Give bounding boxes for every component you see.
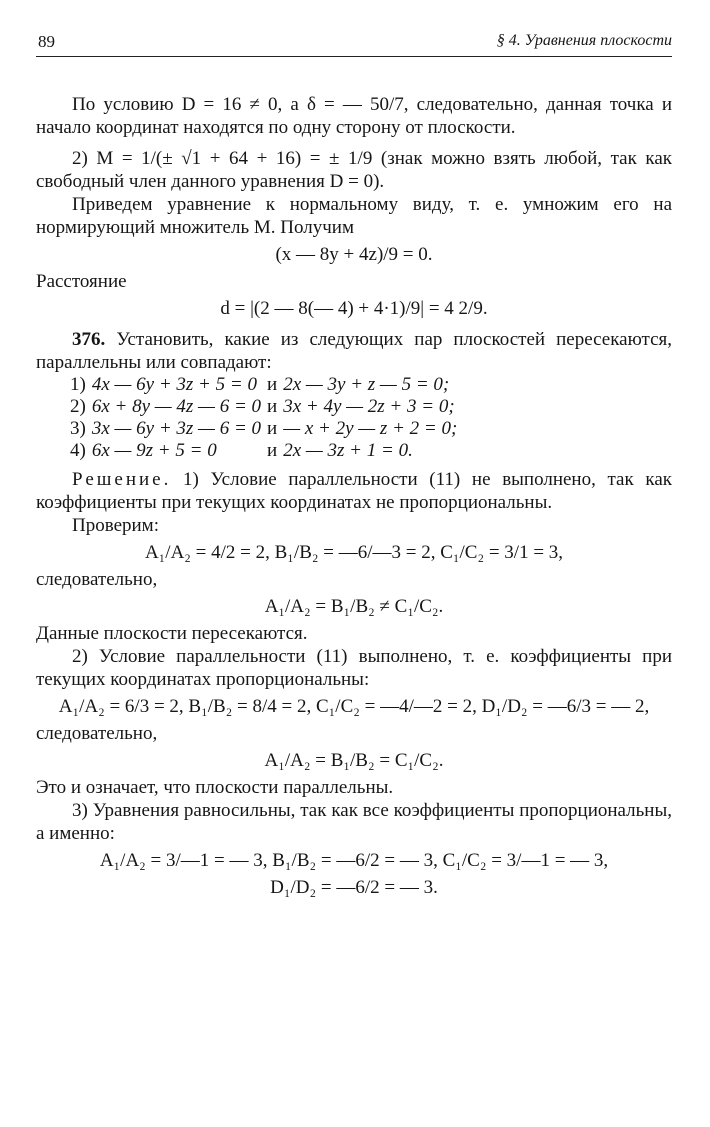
book-page: [36, 30, 672, 903]
therefore-1-label: следовательно,: [36, 569, 158, 590]
pair-number: 3): [70, 418, 86, 439]
solution-1: [36, 468, 672, 514]
plane-pair-row: [70, 396, 463, 418]
pair-number: 2): [70, 396, 86, 417]
distance-equation: d = |(2 — 8(— 4) + 4·1)/9| = 4 2/9.: [220, 298, 488, 319]
page-number: 89: [38, 32, 55, 51]
plane-pair-row: [70, 374, 463, 396]
problem-statement: Установить, какие из следующих пар плоскостей пересекаются, параллельны или совпадают:: [36, 329, 672, 373]
condition-paragraph: По условию D = 16 ≠ 0, а δ = — 50/7, следовательно, данная точка и начало координат находятся по одну сторону от плоскости.: [36, 94, 672, 138]
normal-form-paragraph: Приведем уравнение к нормальному виду, т. е. умножим его на нормирующий множитель M. Получим: [36, 194, 672, 238]
pair-right-equation: 2x — 3y + z — 5 = 0;: [283, 374, 450, 395]
pair-conjunction: и: [267, 374, 278, 395]
therefore-2-label: следовательно,: [36, 723, 158, 744]
check-label: Проверим:: [72, 515, 159, 536]
solution-2: 2) Условие параллельности (11) выполнено, т. е. коэффициенты при текущих координатах пропорциональны:: [36, 646, 672, 690]
solution-word: Решение.: [72, 469, 172, 490]
pair-number: 4): [70, 440, 86, 461]
solution-3: 3) Уравнения равносильны, так как все коэффициенты пропорциональны, а именно:: [36, 800, 672, 844]
pair-conjunction: и: [267, 440, 278, 461]
pair-conjunction: и: [267, 396, 278, 417]
solution-1-text: 1) Условие параллельности (11) не выполнено, так как коэффициенты при текущих координатах не пропорциональны.: [36, 469, 672, 513]
pair-number: 1): [70, 374, 86, 395]
item-2-normalizing-factor: 2) M = 1/(± √1 + 64 + 16) = ± 1/9 (знак можно взять любой, так как свободный член данного уравнения D = 0).: [36, 148, 672, 192]
parallel-conclusion: Это и означает, что плоскости параллельны.: [36, 777, 394, 798]
pair-left-equation: 6x + 8y — 4z — 6 = 0: [91, 396, 262, 417]
check-2-equation: A₁/A₂ = 6/3 = 2, B₁/B₂ = 8/4 = 2, C₁/C₂ = —4/—2 = 2, D₁/D₂ = —6/3 = — 2,: [58, 696, 650, 717]
normal-form-equation: (x — 8y + 4z)/9 = 0.: [275, 244, 433, 265]
therefore-2-equation: A₁/A₂ = B₁/B₂ = C₁/C₂.: [264, 750, 444, 771]
pair-right-equation: — x + 2y — z + 2 = 0;: [283, 418, 458, 439]
pair-left-equation: 6x — 9z + 5 = 0: [91, 440, 217, 461]
check-1-equation: A₁/A₂ = 4/2 = 2, B₁/B₂ = —6/—3 = 2, C₁/C₂ = 3/1 = 3,: [144, 542, 564, 563]
pair-left-equation: 4x — 6y + 3z + 5 = 0: [91, 374, 257, 395]
intersect-conclusion: Данные плоскости пересекаются.: [36, 623, 308, 644]
pair-right-equation: 3x + 4y — 2z + 3 = 0;: [283, 396, 455, 417]
therefore-1-equation: A₁/A₂ = B₁/B₂ ≠ C₁/C₂.: [264, 596, 444, 617]
pair-left-equation: 3x — 6y + 3z — 6 = 0: [91, 418, 262, 439]
running-title: § 4. Уравнения плоскости: [496, 32, 672, 49]
page-body: [36, 93, 672, 899]
problem-376: [36, 328, 672, 374]
plane-pair-row: [70, 418, 463, 440]
plane-pairs-table: [70, 374, 463, 462]
plane-pair-row: [70, 440, 463, 462]
distance-label: Расстояние: [36, 271, 127, 292]
problem-number: 376.: [72, 329, 106, 350]
check-3b-equation: D₁/D₂ = —6/2 = — 3.: [270, 877, 438, 898]
pair-right-equation: 2x — 3z + 1 = 0.: [283, 440, 413, 461]
check-3-equation: A₁/A₂ = 3/—1 = — 3, B₁/B₂ = —6/2 = — 3, C₁/C₂ = 3/—1 = — 3,: [99, 850, 609, 871]
pair-conjunction: и: [267, 418, 278, 439]
page-header: [36, 30, 672, 57]
